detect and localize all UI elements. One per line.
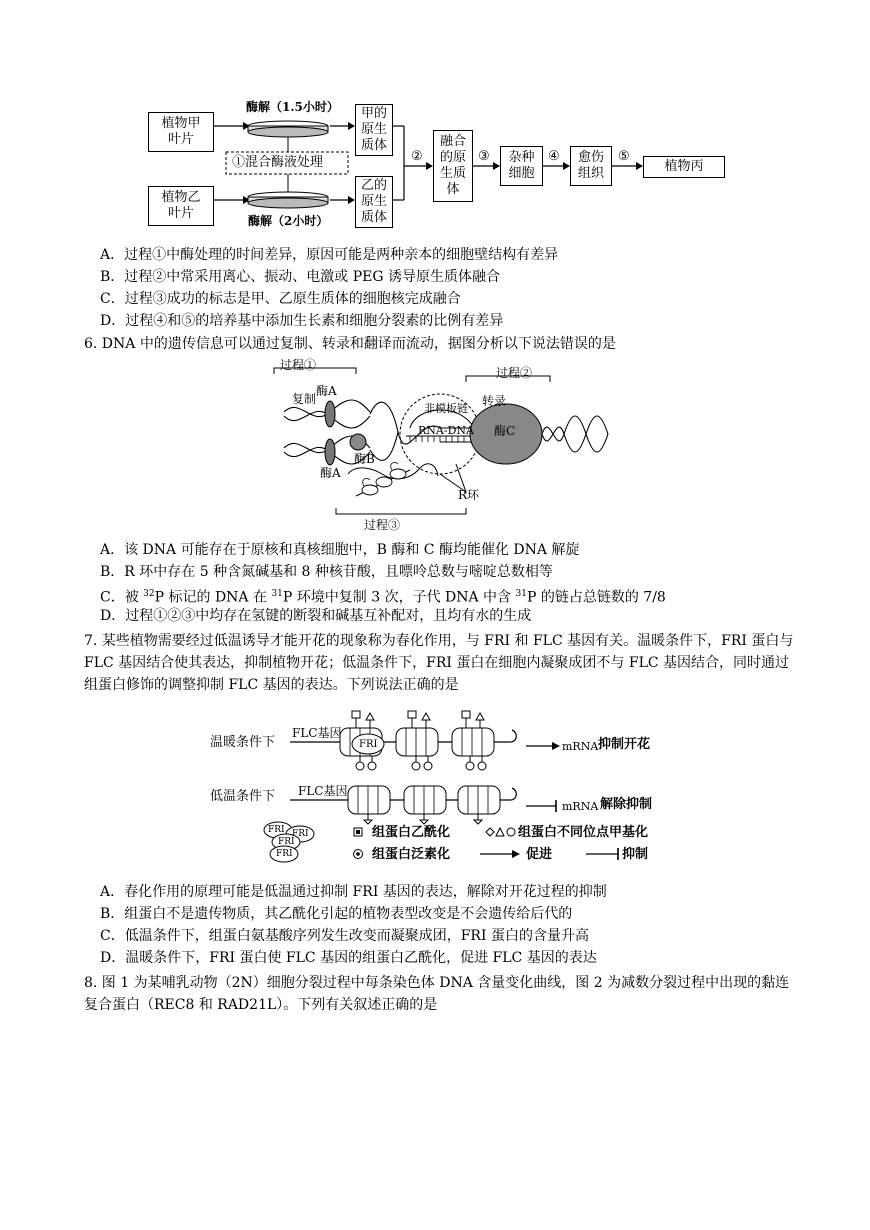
inhibit-flowering-label: 抑制开花 [598, 737, 651, 752]
enzyme-b-label: 酶B [354, 452, 375, 466]
q6-option-c-part4: P 的链占总链数的 7/8 [526, 589, 666, 606]
enzyme-a-label: 酶A [316, 384, 337, 398]
q7-option-b: B．组蛋白不是遗传物质，其乙酰化引起的植物表型改变是不会遗传给后代的 [100, 906, 573, 922]
enzyme-bottom-label: 酶解（2小时） [248, 214, 329, 228]
mix-enzyme-label: ①混合酶液处理 [232, 155, 324, 170]
step5-label: ⑤ [618, 149, 630, 164]
q6-option-a: A．该 DNA 可能存在于原核和真核细胞中，B 酶和 C 酶均能催化 DNA 解旋 [100, 542, 580, 558]
fusion-flow-lines [0, 0, 870, 250]
q7-option-d: D．温暖条件下，FRI 蛋白使 FLC 基因的组蛋白乙酰化，促进 FLC 基因的表达 [100, 950, 597, 966]
q6-option-c [100, 584, 666, 608]
transcription-label: 转录 [482, 394, 507, 408]
callus-label: 愈伤组织 [577, 150, 604, 181]
legend-ubiquitination: 组蛋白泛素化 [372, 847, 451, 862]
flc-gene-label-cold: FLC基因 [298, 784, 348, 798]
q6-stem: 6. DNA 中的遗传信息可以通过复制、转录和翻译而流动，据图分析以下说法错误的是 [84, 336, 616, 352]
q8-stem: 8. 图 1 为某哺乳动物（2N）细胞分裂过程中每条染色体 DNA 含量变化曲线，图 2 为减数分裂过程中出现的黏连复合蛋白（REC8 和 RAD21L）。下列有关叙述正确的是 [84, 975, 790, 1013]
hybrid-cell-box [500, 146, 543, 186]
fri-protein-label: FRI [359, 739, 378, 750]
mrna-label-cold: mRNA [562, 800, 599, 813]
q6-option-c-part2: P 标记的 DNA 在 [154, 589, 272, 606]
protoplast-b-label: 乙的原生质体 [360, 178, 387, 225]
flc-gene-label-warm: FLC基因 [292, 726, 342, 740]
process3-label: 过程③ [364, 518, 401, 532]
fri-clump-label-1: FRI [268, 825, 285, 835]
mrna-label-warm: mRNA [562, 740, 599, 753]
plant-c-label: 植物丙 [664, 159, 704, 174]
protoplast-b-box [355, 176, 393, 228]
fri-clump-label-2: FRI [292, 829, 309, 839]
legend-inhibit: 抑制 [622, 847, 649, 862]
dna-flow-svg [260, 356, 620, 540]
q6-option-c-part3: P 环境中复制 3 次，子代 DNA 中含 [282, 589, 516, 606]
legend-promote: 促进 [526, 847, 553, 862]
plant-a-label: 植物甲叶片 [161, 116, 201, 147]
plant-c-box [643, 156, 725, 178]
warm-label: 温暖条件下 [210, 735, 276, 750]
q5-option-c: C．过程③成功的标志是甲、乙原生质体的细胞核完成融合 [100, 291, 461, 307]
r-loop-label: R环 [458, 488, 480, 502]
fused-protoplast-box [433, 130, 473, 202]
plant-a-box [148, 112, 214, 152]
protoplast-a-box [355, 104, 393, 156]
q6-option-c-sup3: 31 [515, 589, 527, 599]
q5-option-d: D．过程④和⑤的培养基中添加生长素和细胞分裂素的比例有差异 [100, 313, 504, 329]
callus-box [570, 146, 612, 186]
vernalization-svg [200, 708, 680, 868]
q6-option-c-part1: C．被 [100, 589, 144, 606]
process1-label: 过程① [280, 358, 317, 372]
q6-option-b: B．R 环中存在 5 种含氮碱基和 8 种核苷酸，且嘌呤总数与嘧啶总数相等 [100, 564, 553, 580]
q7-option-c: C．低温条件下，组蛋白氨基酸序列发生改变而凝聚成团，FRI 蛋白的含量升高 [100, 928, 589, 944]
fri-clump-label-3: FRI [278, 837, 295, 847]
fri-clump-label-4: FRI [276, 849, 293, 859]
plant-b-box [148, 186, 214, 226]
cold-label: 低温条件下 [210, 789, 276, 804]
step2-label: ② [411, 149, 423, 164]
legend-acetylation: 组蛋白乙酰化 [372, 825, 451, 840]
nontemplate-label: 非模板链 [424, 402, 468, 415]
q6-option-d: D．过程①②③中均存在氢键的断裂和碱基互补配对，且均有水的生成 [100, 608, 532, 624]
q7-option-a: A．春化作用的原理可能是低温通过抑制 FRI 基因的表达，解除对开花过程的抑制 [100, 884, 607, 900]
legend-methylation: 组蛋白不同位点甲基化 [518, 825, 649, 840]
q5-option-b: B．过程②中常采用离心、振动、电激或 PEG 诱导原生质体融合 [100, 269, 501, 285]
step4-label: ④ [548, 149, 560, 164]
release-inhibition-label: 解除抑制 [600, 797, 653, 812]
process2-label: 过程② [496, 366, 533, 380]
q7-stem: 7. 某些植物需要经过低温诱导才能开花的现象称为春化作用，与 FRI 和 FLC 基因有关。温暖条件下，FRI 蛋白与 FLC 基因结合使其表达，抑制植物开花；低温条件下，FRI 蛋白在细胞内凝聚成团不与 FLC 基因结合，同时通过组蛋白修饰的调整抑制 FLC 基因的表达。下列说法正确的是 [84, 633, 794, 693]
replication-label: 复制 [292, 392, 317, 406]
rna-dna-label: RNA-DNA [418, 424, 474, 437]
q6-option-c-sup1: 32 [143, 589, 155, 599]
enzyme-a2-label: 酶A [320, 466, 341, 480]
enzyme-top-label: 酶解（1.5小时） [246, 100, 339, 114]
enzyme-c-label: 酶C [494, 424, 516, 438]
protoplast-a-label: 甲的原生质体 [360, 106, 387, 153]
q5-option-a: A．过程①中酶处理的时间差异，原因可能是两种亲本的细胞壁结构有差异 [100, 247, 559, 263]
q6-option-c-sup2: 31 [271, 589, 283, 599]
step3-label: ③ [478, 149, 490, 164]
hybrid-cell-label: 杂种细胞 [508, 150, 535, 181]
fused-protoplast-label: 融合的原生质体 [439, 134, 466, 197]
plant-b-label: 植物乙叶片 [161, 190, 201, 221]
